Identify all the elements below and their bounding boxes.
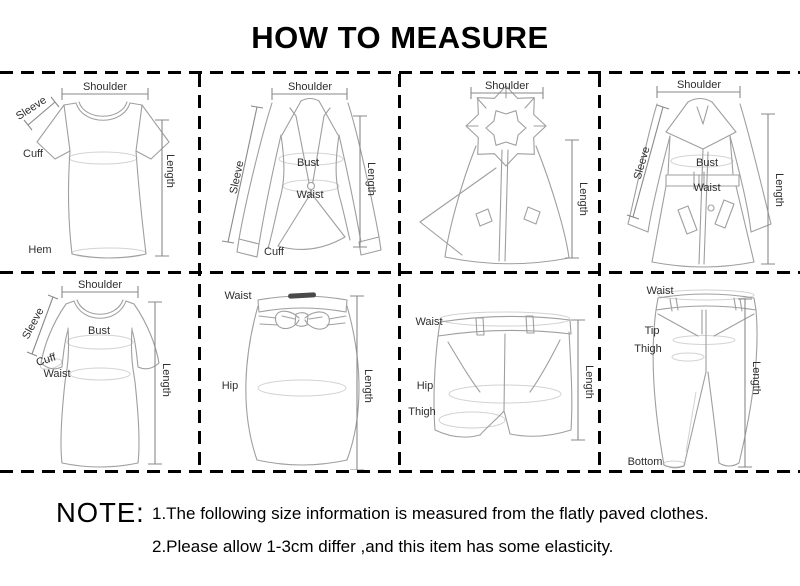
- panel-trench-coat: [600, 74, 800, 270]
- label-sleeve: Sleeve: [13, 94, 49, 123]
- label-waist: Waist: [646, 285, 674, 297]
- length-measure-line: [571, 320, 585, 440]
- label-hip: Hip: [221, 380, 239, 392]
- label-bust: Bust: [296, 157, 320, 169]
- blazer-drawing: [200, 74, 400, 270]
- panel-tshirt: [0, 74, 200, 270]
- trench-coat-drawing: [600, 74, 800, 270]
- label-length: Length: [583, 365, 595, 399]
- note-line-1: 1.The following size information is measured from the flatly paved clothes.: [152, 504, 709, 523]
- label-shoulder: Shoulder: [77, 279, 123, 291]
- fur-coat-drawing: [400, 74, 600, 270]
- panel-fur-collar-coat: [400, 74, 600, 270]
- skirt-drawing: [200, 274, 400, 470]
- label-tip: Tip: [644, 325, 660, 337]
- label-waist: Waist: [415, 316, 443, 328]
- panel-trousers: [600, 274, 800, 470]
- label-sleeve: Sleeve: [631, 145, 653, 181]
- label-sleeve: Sleeve: [227, 159, 247, 196]
- label-length: Length: [164, 154, 176, 188]
- length-measure-line: [148, 302, 162, 464]
- trousers-outline: [653, 294, 757, 468]
- label-waist: Waist: [296, 189, 324, 201]
- label-hip: Hip: [416, 380, 434, 392]
- panel-dress: [0, 274, 200, 470]
- label-cuff: Cuff: [34, 351, 58, 369]
- length-measure-line: [565, 140, 579, 258]
- label-shoulder: Shoulder: [82, 81, 128, 93]
- label-bust: Bust: [695, 157, 719, 169]
- label-waist: Waist: [43, 368, 71, 380]
- note-line-2: 2.Please allow 1-3cm differ ,and this item has some elasticity.: [152, 537, 614, 556]
- page-title: HOW TO MEASURE: [251, 20, 549, 55]
- label-bust: Bust: [87, 325, 111, 337]
- label-waist: Waist: [224, 290, 252, 302]
- label-shoulder: Shoulder: [676, 79, 722, 91]
- fur-collar: [466, 86, 546, 166]
- tshirt-outline: [37, 102, 169, 258]
- label-length: Length: [160, 363, 172, 397]
- label-thigh: Thigh: [408, 406, 436, 418]
- waistband-tab: [288, 292, 316, 298]
- label-length: Length: [365, 162, 377, 196]
- label-length: Length: [577, 182, 589, 216]
- shorts-outline: [434, 316, 572, 437]
- length-measure-line: [738, 299, 752, 467]
- blazer-outline: [237, 99, 381, 258]
- tshirt-seam-ellipses: [69, 152, 146, 258]
- panel-blazer: [200, 74, 400, 270]
- panel-shorts: [400, 274, 600, 470]
- length-measure-line: [761, 114, 775, 264]
- label-length: Length: [750, 361, 762, 395]
- label-hem: Hem: [28, 244, 52, 256]
- tshirt-drawing: [0, 74, 200, 270]
- label-bottom: Bottom: [627, 456, 663, 468]
- label-shoulder: Shoulder: [484, 80, 530, 92]
- trousers-drawing: [600, 274, 800, 470]
- label-waist: Waist: [693, 182, 721, 194]
- label-length: Length: [773, 173, 785, 207]
- length-measure-line: [155, 120, 169, 256]
- label-sleeve: Sleeve: [20, 305, 47, 342]
- skirt-seam-ellipses: [258, 380, 346, 396]
- label-cuff: Cuff: [264, 246, 284, 258]
- shorts-drawing: [400, 274, 600, 470]
- length-measure-line: [353, 116, 367, 247]
- note-heading: NOTE:: [56, 497, 145, 528]
- label-shoulder: Shoulder: [287, 81, 333, 93]
- label-thigh: Thigh: [634, 343, 662, 355]
- cape-outline: [420, 146, 569, 264]
- grid-line-bottom: [0, 470, 800, 473]
- label-cuff: Cuff: [23, 148, 43, 160]
- dress-drawing: [0, 274, 200, 470]
- label-length: Length: [362, 369, 374, 403]
- panel-skirt: [200, 274, 400, 470]
